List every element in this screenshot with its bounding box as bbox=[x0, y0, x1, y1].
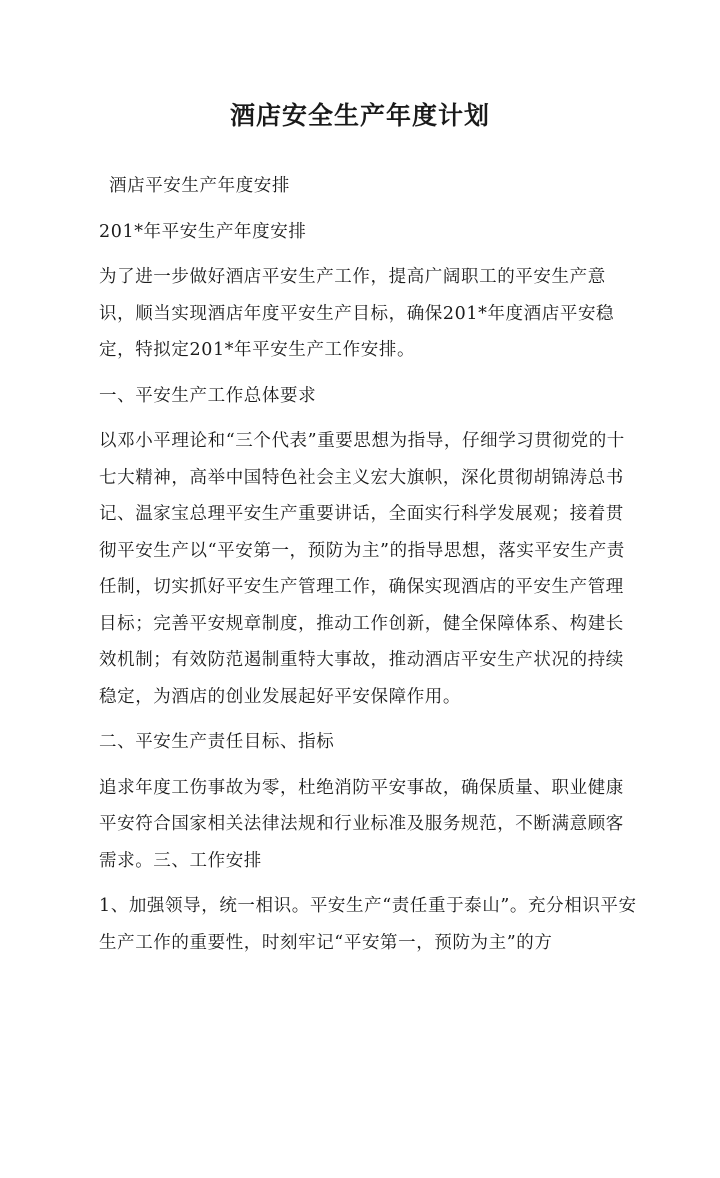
work-arrangement-paragraph: 1、加强领导，统一相识。平安生产“责任重于泰山”。充分相识平安生产工作的重要性，时刻牢记“平安第一，预防为主”的方 bbox=[99, 896, 637, 953]
general-requirements-paragraph: 以邓小平理论和“三个代表”重要思想为指导，仔细学习贯彻党的十七大精神，高举中国特色社会主义宏大旗帜，深化贯彻胡锦涛总书记、温家宝总理平安生产重要讲话，全面实行科学发展观；接着贯彻平安生产以“平安第一，预防为主”的指导思想，落实平安生产责任制，切实抓好平安生产管理工作，确保实现酒店的平安生产管理目标；完善平安规章制度，推动工作创新，健全保障体系、构建长效机制；有效防范遏制重特大事故，推动酒店平安生产状况的持续稳定，为酒店的创业发展起好平安保障作用。 bbox=[99, 431, 625, 707]
plan-year-heading: 201*年平安生产年度安排 bbox=[99, 221, 307, 242]
document-body bbox=[99, 168, 639, 970]
targets-paragraph: 追求年度工伤事故为零，杜绝消防平安事故，确保质量、职业健康平安符合国家相关法律法规和行业标准及服务规范，不断满意顾客需求。三、工作安排 bbox=[99, 777, 624, 871]
section-heading-general-requirements: 一、平安生产工作总体要求 bbox=[99, 385, 317, 406]
document-title: 酒店安全生产年度计划 bbox=[229, 101, 490, 130]
intro-paragraph: 为了进一步做好酒店平安生产工作，提高广阔职工的平安生产意识，顺当实现酒店年度平安生产目标，确保201*年度酒店平安稳定，特拟定201*年平安生产工作安排。 bbox=[99, 267, 615, 360]
plan-subtitle: 酒店平安生产年度安排 bbox=[109, 176, 290, 196]
section-heading-targets: 二、平安生产责任目标、指标 bbox=[99, 732, 335, 752]
